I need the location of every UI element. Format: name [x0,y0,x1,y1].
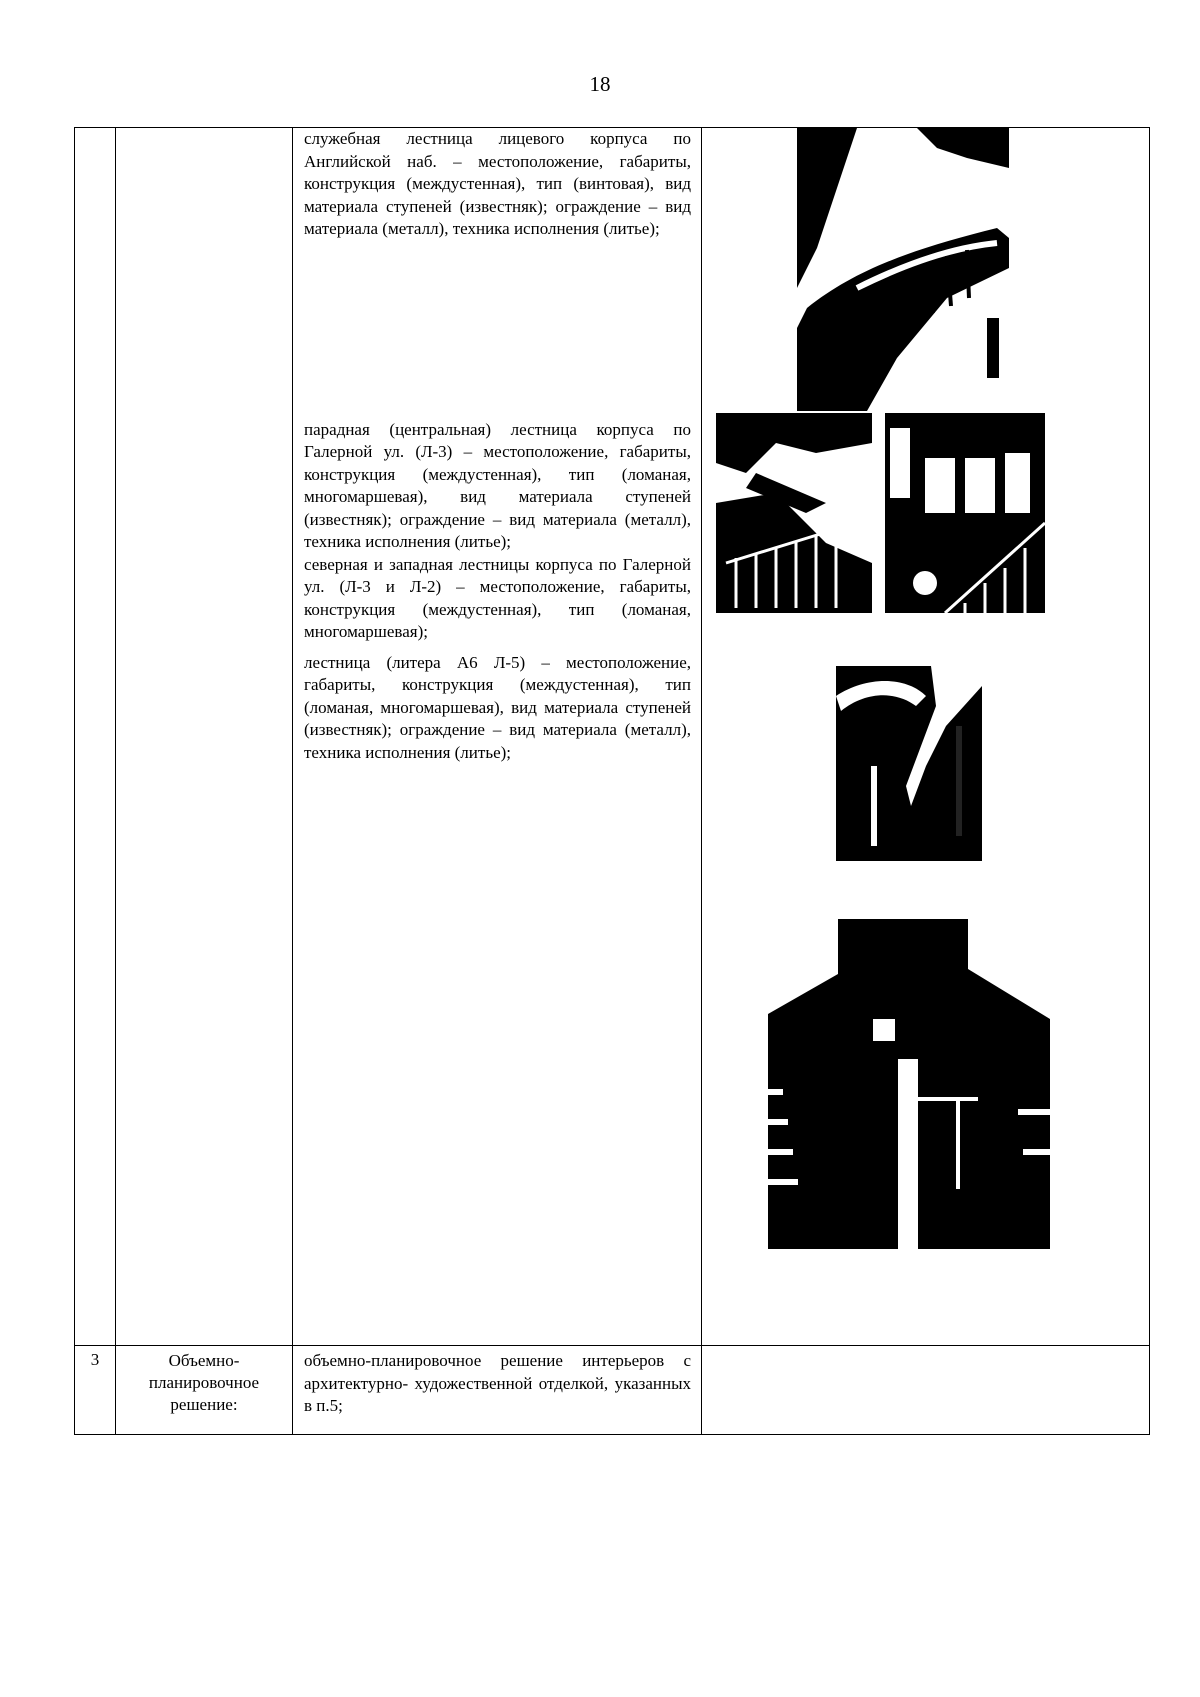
staircase-photo-stairwell [768,909,1050,1249]
description-paragraph: объемно-планировочное решение интерьеров с архитектурно- художественной отделкой, указанных в п.5; [304,1351,691,1415]
row-number-cell: 3 [75,1346,116,1435]
table-row [75,128,1150,1346]
row-description-cell [293,1346,702,1435]
objects-table [74,127,1150,1435]
staircase-photo-main-1 [716,413,872,613]
row-name-cell [116,128,293,1346]
description-paragraph: служебная лестница лицевого корпуса по Английской наб. – местоположение, габариты, конструкция (междустенная), тип (винтовая), вид материала ступеней (известняк); ограждение – вид материала (металл), техника исполнения (литье); [304,129,691,238]
row-description-cell [293,128,702,1346]
staircase-photo-a6 [836,666,982,861]
staircase-photo-main-2 [885,413,1045,613]
page-number: 18 [589,72,611,96]
description-paragraph: лестница (литера А6 Л-5) – местоположение, габариты, конструкция (междустенная), тип (ломаная, многомаршевая), вид материала ступеней (известняк); ограждение – вид материала (металл), техника исполнения (литье); [304,652,691,762]
photo-cell [702,1346,1150,1435]
row-number-cell [75,128,116,1346]
staircase-photo-spiral [797,128,1009,411]
table-row [75,1346,1150,1435]
row-name-cell: Объемно-планировочное решение: [116,1346,293,1435]
description-paragraph: северная и западная лестницы корпуса по Галерной ул. (Л-3 и Л-2) – местоположение, габариты, конструкция (междустенная), тип (ломаная, многомаршевая); [304,554,691,641]
description-paragraph: парадная (центральная) лестница корпуса по Галерной ул. (Л-3) – местоположение, габариты, конструкция (междустенная), тип (ломаная, многомаршевая), вид материала ступеней (известняк); ограждение – вид материала (металл), техника исполнения (литье); [304,419,691,551]
photo-cell [702,128,1150,1346]
